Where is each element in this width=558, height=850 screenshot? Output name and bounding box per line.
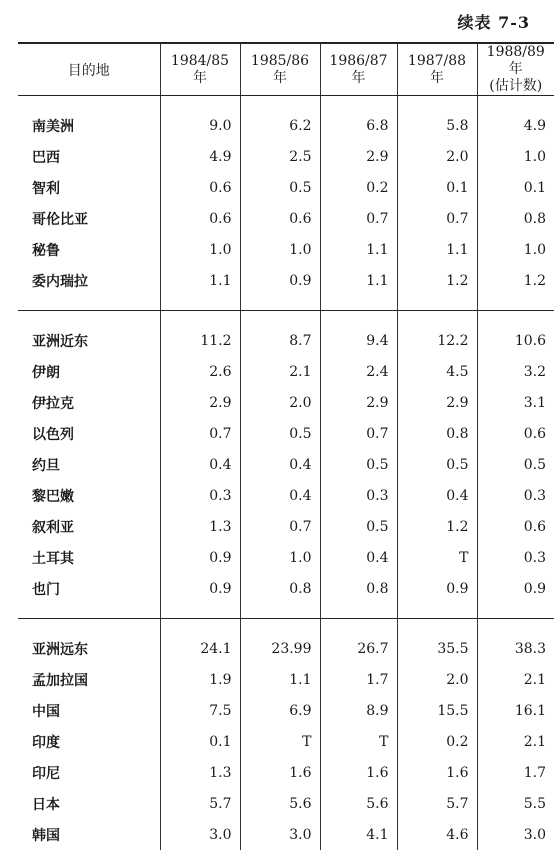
value-cell: 0.5 — [320, 449, 397, 480]
value-cell: 1.1 — [320, 265, 397, 296]
value-cell: 5.7 — [397, 788, 477, 819]
spacer-cell — [397, 619, 477, 634]
destination-name: 黎巴嫩 — [18, 480, 160, 511]
value-cell: 1.2 — [397, 265, 477, 296]
value-cell: 0.6 — [477, 511, 554, 542]
value-cell: 0.1 — [477, 172, 554, 203]
value-cell: 0.8 — [477, 203, 554, 234]
group-top-spacer — [18, 311, 554, 326]
country-row — [18, 141, 554, 172]
value-cell: 0.9 — [397, 573, 477, 604]
value-cell: 0.7 — [320, 418, 397, 449]
value-cell: 4.9 — [160, 141, 240, 172]
table-caption: 续表 7-3 — [458, 10, 530, 33]
value-cell: 4.5 — [397, 356, 477, 387]
spacer-cell — [240, 311, 320, 326]
group-top-spacer — [18, 619, 554, 634]
value-cell: 0.4 — [160, 449, 240, 480]
spacer-cell — [240, 96, 320, 111]
spacer-cell — [320, 619, 397, 634]
destination-name: 亚洲远东 — [18, 633, 160, 664]
spacer-cell — [320, 604, 397, 619]
country-row — [18, 172, 554, 203]
destination-name: 日本 — [18, 788, 160, 819]
value-cell: 35.5 — [397, 633, 477, 664]
spacer-cell — [18, 96, 160, 111]
spacer-cell — [160, 604, 240, 619]
value-cell: 0.4 — [240, 449, 320, 480]
group-divider — [18, 296, 554, 311]
value-cell: 1.6 — [397, 757, 477, 788]
country-row — [18, 265, 554, 296]
value-cell: 1.0 — [477, 141, 554, 172]
country-row — [18, 511, 554, 542]
value-cell: 1.0 — [240, 542, 320, 573]
value-cell: 5.6 — [320, 788, 397, 819]
value-cell: 6.2 — [240, 110, 320, 141]
destination-name: 约旦 — [18, 449, 160, 480]
value-cell: 0.6 — [160, 203, 240, 234]
column-header-year: 1986/87 年 — [320, 43, 397, 96]
value-cell: 2.4 — [320, 356, 397, 387]
value-cell: 3.0 — [160, 819, 240, 850]
value-cell: 24.1 — [160, 633, 240, 664]
country-row — [18, 387, 554, 418]
value-cell: 0.2 — [397, 726, 477, 757]
destination-name: 秘鲁 — [18, 234, 160, 265]
country-row — [18, 234, 554, 265]
country-row — [18, 418, 554, 449]
value-cell: 3.2 — [477, 356, 554, 387]
value-cell: 0.5 — [477, 449, 554, 480]
value-cell: 1.9 — [160, 664, 240, 695]
country-row — [18, 356, 554, 387]
group-divider — [18, 604, 554, 619]
value-cell: 0.9 — [160, 573, 240, 604]
value-cell: 9.0 — [160, 110, 240, 141]
value-cell: 10.6 — [477, 325, 554, 356]
value-cell: 0.8 — [240, 573, 320, 604]
column-header-year: 1985/86 年 — [240, 43, 320, 96]
value-cell: 0.9 — [477, 573, 554, 604]
spacer-cell — [160, 311, 240, 326]
region-row — [18, 633, 554, 664]
value-cell: 16.1 — [477, 695, 554, 726]
value-cell: 1.6 — [320, 757, 397, 788]
country-row — [18, 788, 554, 819]
value-cell: 2.1 — [240, 356, 320, 387]
destination-name: 以色列 — [18, 418, 160, 449]
value-cell: 1.7 — [320, 664, 397, 695]
value-cell: 2.0 — [397, 664, 477, 695]
value-cell: 6.9 — [240, 695, 320, 726]
value-cell: 5.8 — [397, 110, 477, 141]
country-row — [18, 573, 554, 604]
value-cell: 5.5 — [477, 788, 554, 819]
destination-name: 叙利亚 — [18, 511, 160, 542]
value-cell: 1.2 — [477, 265, 554, 296]
value-cell: 0.6 — [477, 418, 554, 449]
column-header-year: 1987/88 年 — [397, 43, 477, 96]
spacer-cell — [477, 96, 554, 111]
value-cell: 2.9 — [320, 387, 397, 418]
value-cell: 0.1 — [160, 726, 240, 757]
value-cell: 0.7 — [397, 203, 477, 234]
value-cell: 2.1 — [477, 664, 554, 695]
destination-name: 智利 — [18, 172, 160, 203]
value-cell: 6.8 — [320, 110, 397, 141]
value-cell: 0.5 — [240, 172, 320, 203]
value-cell: 2.1 — [477, 726, 554, 757]
value-cell: 38.3 — [477, 633, 554, 664]
spacer-cell — [397, 296, 477, 311]
value-cell: 4.9 — [477, 110, 554, 141]
value-cell: 1.1 — [397, 234, 477, 265]
value-cell: 1.7 — [477, 757, 554, 788]
value-cell: 0.3 — [160, 480, 240, 511]
spacer-cell — [18, 619, 160, 634]
column-header-destination: 目的地 — [18, 43, 160, 96]
value-cell: 1.1 — [160, 265, 240, 296]
value-cell: 8.7 — [240, 325, 320, 356]
value-cell: 1.1 — [240, 664, 320, 695]
spacer-cell — [397, 311, 477, 326]
value-cell: 2.9 — [160, 387, 240, 418]
value-cell: 8.9 — [320, 695, 397, 726]
destination-name: 伊拉克 — [18, 387, 160, 418]
spacer-cell — [320, 96, 397, 111]
country-row — [18, 695, 554, 726]
value-cell: 0.7 — [240, 511, 320, 542]
value-cell: 1.0 — [240, 234, 320, 265]
spacer-cell — [477, 296, 554, 311]
spacer-cell — [18, 296, 160, 311]
spacer-cell — [160, 296, 240, 311]
value-cell: 0.3 — [477, 480, 554, 511]
spacer-cell — [240, 604, 320, 619]
value-cell: 0.3 — [477, 542, 554, 573]
value-cell: 0.6 — [240, 203, 320, 234]
destination-name: 印尼 — [18, 757, 160, 788]
value-cell: 1.3 — [160, 511, 240, 542]
value-cell: 3.1 — [477, 387, 554, 418]
spacer-cell — [240, 619, 320, 634]
value-cell: 0.9 — [160, 542, 240, 573]
value-cell: 2.6 — [160, 356, 240, 387]
spacer-cell — [477, 311, 554, 326]
value-cell: 12.2 — [397, 325, 477, 356]
destination-name: 巴西 — [18, 141, 160, 172]
country-row — [18, 726, 554, 757]
value-cell: 15.5 — [397, 695, 477, 726]
destination-name: 印度 — [18, 726, 160, 757]
destination-name: 伊朗 — [18, 356, 160, 387]
value-cell: 9.4 — [320, 325, 397, 356]
value-cell: 0.2 — [320, 172, 397, 203]
value-cell: 1.0 — [477, 234, 554, 265]
value-cell: 1.3 — [160, 757, 240, 788]
spacer-cell — [477, 604, 554, 619]
country-row — [18, 819, 554, 850]
value-cell: 2.9 — [397, 387, 477, 418]
destination-name: 中国 — [18, 695, 160, 726]
value-cell: 0.7 — [160, 418, 240, 449]
spacer-cell — [18, 604, 160, 619]
spacer-cell — [320, 296, 397, 311]
value-cell: 0.5 — [320, 511, 397, 542]
region-row — [18, 325, 554, 356]
value-cell: 1.6 — [240, 757, 320, 788]
spacer-cell — [477, 619, 554, 634]
value-cell: 2.5 — [240, 141, 320, 172]
value-cell: 1.1 — [320, 234, 397, 265]
spacer-cell — [397, 96, 477, 111]
value-cell: 0.4 — [397, 480, 477, 511]
value-cell: 0.4 — [240, 480, 320, 511]
value-cell: T — [397, 542, 477, 573]
destination-name: 孟加拉国 — [18, 664, 160, 695]
table-header — [18, 43, 554, 96]
value-cell: 0.3 — [320, 480, 397, 511]
value-cell: 7.5 — [160, 695, 240, 726]
value-cell: 1.0 — [160, 234, 240, 265]
data-table — [18, 42, 554, 850]
destination-name: 韩国 — [18, 819, 160, 850]
spacer-cell — [240, 296, 320, 311]
value-cell: 0.4 — [320, 542, 397, 573]
value-cell: 0.8 — [397, 418, 477, 449]
country-row — [18, 757, 554, 788]
value-cell: 2.0 — [397, 141, 477, 172]
value-cell: 0.7 — [320, 203, 397, 234]
spacer-cell — [397, 604, 477, 619]
value-cell: 0.5 — [397, 449, 477, 480]
column-header-year-estimate: 1988/89 年 (估计数) — [477, 43, 554, 96]
value-cell: 4.6 — [397, 819, 477, 850]
country-row — [18, 480, 554, 511]
spacer-cell — [160, 96, 240, 111]
value-cell: 0.5 — [240, 418, 320, 449]
value-cell: 1.2 — [397, 511, 477, 542]
spacer-cell — [160, 619, 240, 634]
header-row — [18, 43, 554, 96]
country-row — [18, 449, 554, 480]
value-cell: 0.9 — [240, 265, 320, 296]
region-row — [18, 110, 554, 141]
value-cell: 5.6 — [240, 788, 320, 819]
value-cell: 26.7 — [320, 633, 397, 664]
value-cell: T — [320, 726, 397, 757]
value-cell: 4.1 — [320, 819, 397, 850]
destination-name: 南美洲 — [18, 110, 160, 141]
value-cell: 0.1 — [397, 172, 477, 203]
destination-name: 哥伦比亚 — [18, 203, 160, 234]
value-cell: 23.99 — [240, 633, 320, 664]
spacer-cell — [320, 311, 397, 326]
destination-name: 亚洲近东 — [18, 325, 160, 356]
destination-name: 委内瑞拉 — [18, 265, 160, 296]
value-cell: T — [240, 726, 320, 757]
country-row — [18, 664, 554, 695]
value-cell: 2.0 — [240, 387, 320, 418]
group-top-spacer — [18, 96, 554, 111]
spacer-cell — [18, 311, 160, 326]
value-cell: 3.0 — [240, 819, 320, 850]
value-cell: 3.0 — [477, 819, 554, 850]
table-body — [18, 96, 554, 850]
value-cell: 2.9 — [320, 141, 397, 172]
destination-name: 也门 — [18, 573, 160, 604]
country-row — [18, 542, 554, 573]
value-cell: 11.2 — [160, 325, 240, 356]
value-cell: 5.7 — [160, 788, 240, 819]
country-row — [18, 203, 554, 234]
destination-name: 土耳其 — [18, 542, 160, 573]
value-cell: 0.8 — [320, 573, 397, 604]
value-cell: 0.6 — [160, 172, 240, 203]
column-header-year: 1984/85 年 — [160, 43, 240, 96]
